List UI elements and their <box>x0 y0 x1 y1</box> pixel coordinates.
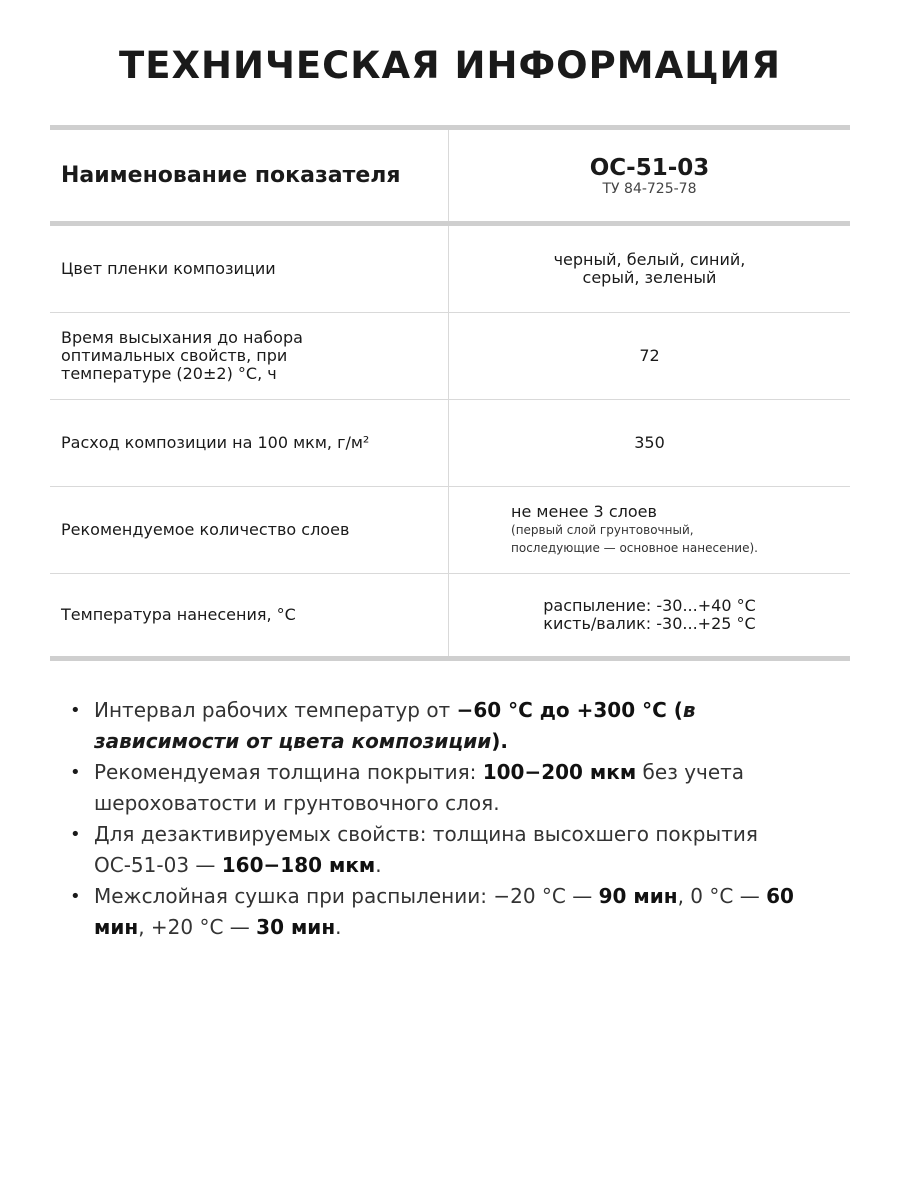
product-name: ОС-51-03 <box>589 154 710 181</box>
table-row <box>50 400 850 487</box>
bullet-text: Для дезактивируемых свойств: толщина высохшего покрытия ОС-51-03 — <box>94 822 758 877</box>
bullet-text: , +20 °С — <box>138 915 257 939</box>
row-label: Температура нанесения, °С <box>50 574 449 656</box>
header-label: Наименование показателя <box>50 130 449 221</box>
bullet-text: . <box>375 853 382 877</box>
table-header-row <box>50 130 850 226</box>
row-label: Цвет пленки композиции <box>50 226 449 312</box>
bullet-text: Межслойная сушка при распылении: −20 °С — <box>94 884 599 908</box>
table-row <box>50 574 850 656</box>
list-item <box>70 881 830 943</box>
bullet-emphasis: 100−200 мкм <box>482 760 637 784</box>
row-value: 350 <box>634 433 665 452</box>
row-value: 72 <box>639 346 660 365</box>
bullet-emphasis: 160−180 мкм <box>221 853 376 877</box>
row-value: распыление: -30...+40 °С кисть/валик: -30...+25 °С <box>543 596 756 633</box>
list-item <box>70 819 830 881</box>
row-label: Рекомендуемое количество слоев <box>50 487 449 573</box>
row-label: Время высыхания до набора оптимальных свойств, при температуре (20±2) °С, ч <box>50 313 449 399</box>
bullet-emphasis: 30 мин <box>256 915 336 939</box>
list-item <box>70 757 830 819</box>
page-title: ТЕХНИЧЕСКАЯ ИНФОРМАЦИЯ <box>119 44 781 87</box>
bullet-text: Рекомендуемая толщина покрытия: <box>94 760 483 784</box>
row-value: не менее 3 слоев <box>511 502 657 521</box>
bullet-text: . <box>335 915 342 939</box>
info-bullet-list <box>70 695 830 943</box>
row-value: черный, белый, синий, серый, зеленый <box>553 250 746 287</box>
bullet-emphasis: 90 мин <box>598 884 678 908</box>
bullet-emphasis: 60 мин <box>94 884 794 939</box>
bullet-text: , 0 °С — <box>677 884 767 908</box>
bullet-italic: в зависимости от цвета композиции <box>94 698 696 753</box>
list-item <box>70 695 830 757</box>
bullet-emphasis: ). <box>491 729 509 753</box>
bullet-emphasis: −60 °С до +300 °С <box>456 698 667 722</box>
bullet-emphasis: ( <box>666 698 683 722</box>
row-note: (первый слой грунтовочный, последующие — основное нанесение). <box>511 523 758 555</box>
row-value-cell <box>449 487 850 573</box>
header-product <box>449 130 850 221</box>
table-row <box>50 226 850 313</box>
product-spec: ТУ 84-725-78 <box>602 180 697 197</box>
table-row <box>50 313 850 400</box>
bullet-text: без учета шероховатости и грунтовочного слоя. <box>94 760 745 815</box>
tech-info-table <box>50 125 850 661</box>
row-label: Расход композиции на 100 мкм, г/м² <box>50 400 449 486</box>
bullet-text: Интервал рабочих температур от <box>94 698 457 722</box>
table-row <box>50 487 850 574</box>
